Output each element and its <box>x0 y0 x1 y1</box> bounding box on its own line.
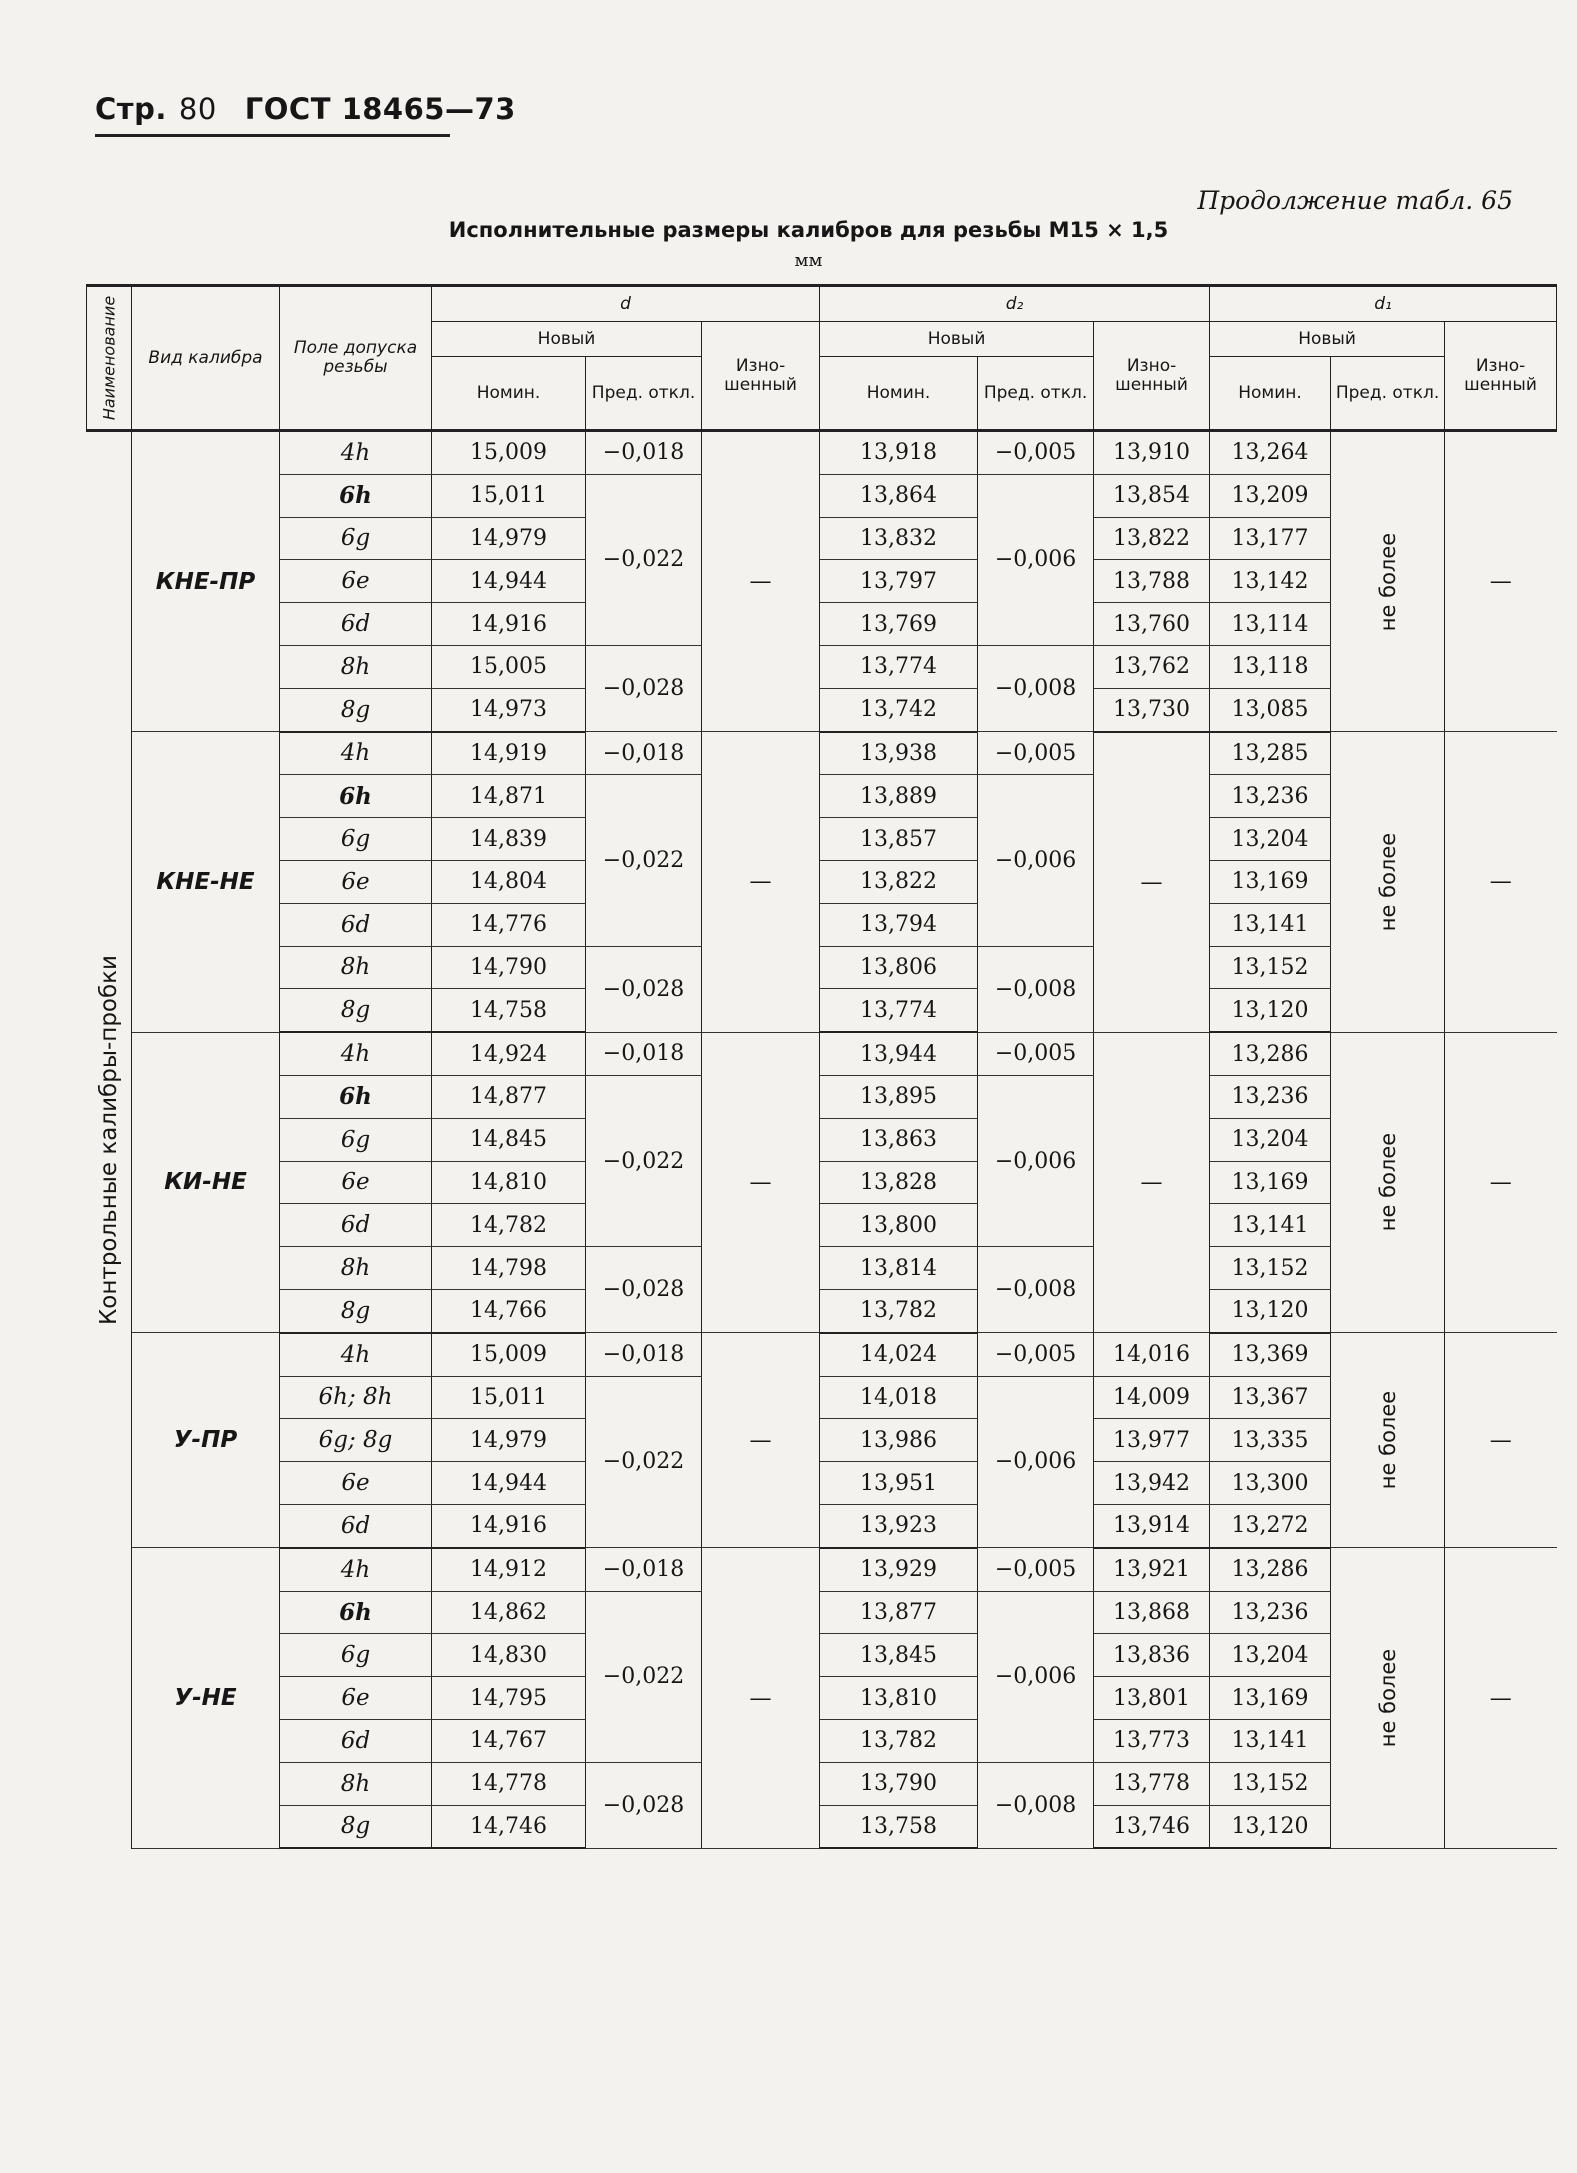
header-d1-deviation: Пред. откл. <box>1331 357 1445 431</box>
d2-worn: 13,854 <box>1094 474 1210 517</box>
gauge-type: У-ПР <box>132 1333 280 1548</box>
d1-nominal: 13,152 <box>1210 1762 1331 1805</box>
d1-deviation <box>1331 732 1445 1033</box>
d-nominal: 14,746 <box>432 1805 586 1848</box>
header-d-nominal: Номин. <box>432 357 586 431</box>
d-nominal: 15,011 <box>432 474 586 517</box>
d-deviation: −0,022 <box>586 1591 702 1762</box>
gauge-type: КИ-НЕ <box>132 1032 280 1333</box>
tolerance-field: 6h <box>280 1591 432 1634</box>
d2-deviation: −0,005 <box>978 1333 1094 1376</box>
header-d1-new: Новый <box>1210 322 1445 357</box>
tolerance-field: 6g; 8g <box>280 1419 432 1462</box>
header-d2-new: Новый <box>820 322 1094 357</box>
table-row <box>87 1333 1557 1376</box>
d1-deviation <box>1331 1032 1445 1333</box>
tolerance-field: 6h; 8h <box>280 1376 432 1419</box>
d-deviation: −0,018 <box>586 1032 702 1075</box>
d2-nominal: 13,832 <box>820 517 978 560</box>
d2-nominal: 13,938 <box>820 732 978 775</box>
standard-number: ГОСТ 18465—73 <box>244 92 516 126</box>
d2-worn: 13,910 <box>1094 431 1210 475</box>
d-deviation: −0,028 <box>586 1762 702 1848</box>
tolerance-field: 6h <box>280 1075 432 1118</box>
d2-nominal: 13,828 <box>820 1161 978 1204</box>
d2-nominal: 13,986 <box>820 1419 978 1462</box>
d-deviation: −0,018 <box>586 732 702 775</box>
d2-nominal: 13,790 <box>820 1762 978 1805</box>
tolerance-field: 6e <box>280 1462 432 1505</box>
table-row <box>87 431 1557 475</box>
d-nominal: 14,766 <box>432 1289 586 1332</box>
table-row <box>87 1548 1557 1591</box>
d1-nominal: 13,141 <box>1210 1204 1331 1247</box>
d-worn: — <box>702 431 820 732</box>
page-header <box>95 92 516 126</box>
tolerance-field: 4h <box>280 732 432 775</box>
d2-worn: 13,746 <box>1094 1805 1210 1848</box>
d-nominal: 14,916 <box>432 1504 586 1547</box>
tolerance-field: 6g <box>280 517 432 560</box>
d1-nominal: 13,085 <box>1210 688 1331 731</box>
tolerance-field: 8h <box>280 645 432 688</box>
d-nominal: 14,790 <box>432 946 586 989</box>
d1-nominal: 13,120 <box>1210 989 1331 1032</box>
tolerance-field: 8g <box>280 1289 432 1332</box>
d-nominal: 15,005 <box>432 645 586 688</box>
d2-worn: 13,773 <box>1094 1719 1210 1762</box>
d2-nominal: 13,877 <box>820 1591 978 1634</box>
tolerance-field: 4h <box>280 1333 432 1376</box>
d2-worn: 13,788 <box>1094 560 1210 603</box>
d2-nominal: 13,822 <box>820 860 978 903</box>
d2-nominal: 13,742 <box>820 688 978 731</box>
d1-nominal: 13,204 <box>1210 1118 1331 1161</box>
table-title: Исполнительные размеры калибров для резьбы М15 × 1,5 <box>448 218 1169 242</box>
not-more-label: не более <box>1375 832 1400 932</box>
gauge-type: КНЕ-ПР <box>132 431 280 732</box>
d2-nominal: 13,774 <box>820 645 978 688</box>
d-deviation: −0,022 <box>586 775 702 946</box>
d-nominal: 14,839 <box>432 818 586 861</box>
d2-worn: 13,730 <box>1094 688 1210 731</box>
tolerance-field: 4h <box>280 1548 432 1591</box>
tolerance-field: 6g <box>280 1118 432 1161</box>
d-nominal: 14,973 <box>432 688 586 731</box>
d-nominal: 14,845 <box>432 1118 586 1161</box>
d-worn: — <box>702 1333 820 1548</box>
d1-worn: — <box>1445 431 1557 732</box>
d2-nominal: 13,814 <box>820 1247 978 1290</box>
d-nominal: 14,944 <box>432 1462 586 1505</box>
d1-nominal: 13,236 <box>1210 775 1331 818</box>
d2-deviation: −0,006 <box>978 775 1094 946</box>
d-nominal: 14,871 <box>432 775 586 818</box>
d1-nominal: 13,114 <box>1210 603 1331 646</box>
d-nominal: 15,009 <box>432 1333 586 1376</box>
d-deviation: −0,018 <box>586 1333 702 1376</box>
page-number: 80 <box>178 92 217 126</box>
d2-deviation: −0,006 <box>978 1075 1094 1246</box>
d1-nominal: 13,204 <box>1210 1634 1331 1677</box>
d2-deviation: −0,006 <box>978 1591 1094 1762</box>
d-nominal: 14,912 <box>432 1548 586 1591</box>
d-nominal: 14,778 <box>432 1762 586 1805</box>
d2-nominal: 13,857 <box>820 818 978 861</box>
d-deviation: −0,028 <box>586 1247 702 1333</box>
header-d2-deviation: Пред. откл. <box>978 357 1094 431</box>
d2-nominal: 13,863 <box>820 1118 978 1161</box>
tolerance-field: 6g <box>280 818 432 861</box>
d-worn: — <box>702 1032 820 1333</box>
tolerance-field: 6h <box>280 775 432 818</box>
d1-deviation <box>1331 1548 1445 1849</box>
d2-deviation: −0,008 <box>978 1762 1094 1848</box>
d2-nominal: 13,864 <box>820 474 978 517</box>
d2-deviation: −0,008 <box>978 946 1094 1032</box>
d1-nominal: 13,285 <box>1210 732 1331 775</box>
d-nominal: 14,877 <box>432 1075 586 1118</box>
header-d: d <box>432 286 820 322</box>
d2-nominal: 13,806 <box>820 946 978 989</box>
tolerance-field: 6e <box>280 560 432 603</box>
header-d-worn: Изно-шенный <box>702 322 820 431</box>
d2-deviation: −0,008 <box>978 1247 1094 1333</box>
d-worn: — <box>702 732 820 1033</box>
d-nominal: 14,979 <box>432 1419 586 1462</box>
d-deviation: −0,022 <box>586 1075 702 1246</box>
table-row <box>87 1032 1557 1075</box>
d2-nominal: 13,895 <box>820 1075 978 1118</box>
d1-nominal: 13,204 <box>1210 818 1331 861</box>
d-deviation: −0,022 <box>586 474 702 645</box>
d1-worn: — <box>1445 1032 1557 1333</box>
d2-nominal: 13,944 <box>820 1032 978 1075</box>
d-nominal: 14,782 <box>432 1204 586 1247</box>
d-nominal: 14,767 <box>432 1719 586 1762</box>
gauge-type: КНЕ-НЕ <box>132 732 280 1033</box>
d2-worn: 14,009 <box>1094 1376 1210 1419</box>
d2-nominal: 13,845 <box>820 1634 978 1677</box>
d2-nominal: 13,810 <box>820 1677 978 1720</box>
d2-worn: 13,801 <box>1094 1677 1210 1720</box>
tolerance-field: 6e <box>280 1677 432 1720</box>
d1-nominal: 13,142 <box>1210 560 1331 603</box>
d2-deviation: −0,006 <box>978 1376 1094 1548</box>
tolerance-field: 6g <box>280 1634 432 1677</box>
d2-deviation: −0,005 <box>978 1548 1094 1591</box>
d-nominal: 14,862 <box>432 1591 586 1634</box>
table-unit: мм <box>794 250 823 271</box>
d-nominal: 14,919 <box>432 732 586 775</box>
d-nominal: 14,810 <box>432 1161 586 1204</box>
tolerance-field: 8h <box>280 1247 432 1290</box>
not-more-label: не более <box>1375 1391 1400 1490</box>
table-continuation: Продолжение табл. 65 <box>1197 186 1513 215</box>
d1-nominal: 13,272 <box>1210 1504 1331 1547</box>
d-nominal: 14,776 <box>432 903 586 946</box>
d1-nominal: 13,120 <box>1210 1805 1331 1848</box>
d1-nominal: 13,141 <box>1210 1719 1331 1762</box>
d-worn: — <box>702 1548 820 1849</box>
tolerance-field: 8h <box>280 1762 432 1805</box>
d1-nominal: 13,286 <box>1210 1548 1331 1591</box>
d2-worn: 13,836 <box>1094 1634 1210 1677</box>
header-tolerance-field: Поле допуска резьбы <box>280 286 432 431</box>
d-deviation: −0,018 <box>586 431 702 475</box>
d-nominal: 14,795 <box>432 1677 586 1720</box>
d2-worn: 13,914 <box>1094 1504 1210 1547</box>
d2-nominal: 13,918 <box>820 431 978 475</box>
d2-worn: 13,977 <box>1094 1419 1210 1462</box>
d1-nominal: 13,369 <box>1210 1333 1331 1376</box>
tolerance-field: 4h <box>280 431 432 475</box>
d1-nominal: 13,264 <box>1210 431 1331 475</box>
header-d2: d₂ <box>820 286 1210 322</box>
d2-nominal: 13,782 <box>820 1719 978 1762</box>
d2-worn: 13,868 <box>1094 1591 1210 1634</box>
d1-worn: — <box>1445 1548 1557 1849</box>
d2-deviation: −0,006 <box>978 474 1094 645</box>
tolerance-field: 6d <box>280 1719 432 1762</box>
header-d2-nominal: Номин. <box>820 357 978 431</box>
d2-nominal: 13,800 <box>820 1204 978 1247</box>
d2-nominal: 13,758 <box>820 1805 978 1848</box>
tolerance-field: 6d <box>280 1204 432 1247</box>
d1-nominal: 13,152 <box>1210 1247 1331 1290</box>
d2-deviation: −0,008 <box>978 645 1094 731</box>
d1-worn: — <box>1445 1333 1557 1548</box>
header-d1-worn: Изно-шенный <box>1445 322 1557 431</box>
d2-worn: 14,016 <box>1094 1333 1210 1376</box>
gauge-dimensions-table <box>86 284 1557 1849</box>
d2-nominal: 13,794 <box>820 903 978 946</box>
tolerance-field: 8g <box>280 989 432 1032</box>
header-d2-worn: Изно-шенный <box>1094 322 1210 431</box>
d-deviation: −0,018 <box>586 1548 702 1591</box>
header-name: Наименование <box>87 286 132 431</box>
header-gauge-type: Вид калибра <box>132 286 280 431</box>
d1-deviation <box>1331 431 1445 732</box>
d-deviation: −0,028 <box>586 645 702 731</box>
tolerance-field: 6d <box>280 903 432 946</box>
d-nominal: 14,916 <box>432 603 586 646</box>
d-nominal: 14,798 <box>432 1247 586 1290</box>
tolerance-field: 4h <box>280 1032 432 1075</box>
header-rule <box>95 134 450 137</box>
header-d-new: Новый <box>432 322 702 357</box>
table-body <box>87 431 1557 1849</box>
d2-worn: 13,760 <box>1094 603 1210 646</box>
d2-nominal: 13,929 <box>820 1548 978 1591</box>
d2-nominal: 14,024 <box>820 1333 978 1376</box>
d2-worn: — <box>1094 732 1210 1033</box>
d1-nominal: 13,335 <box>1210 1419 1331 1462</box>
tolerance-field: 8g <box>280 1805 432 1848</box>
d-nominal: 14,830 <box>432 1634 586 1677</box>
d2-nominal: 13,774 <box>820 989 978 1032</box>
d-deviation: −0,022 <box>586 1376 702 1548</box>
header-d1-nominal: Номин. <box>1210 357 1331 431</box>
tolerance-field: 6h <box>280 474 432 517</box>
d-nominal: 14,944 <box>432 560 586 603</box>
d2-worn: — <box>1094 1032 1210 1333</box>
d-nominal: 14,804 <box>432 860 586 903</box>
header-d-deviation: Пред. откл. <box>586 357 702 431</box>
d2-deviation: −0,005 <box>978 732 1094 775</box>
d1-nominal: 13,169 <box>1210 1161 1331 1204</box>
d1-nominal: 13,209 <box>1210 474 1331 517</box>
d2-nominal: 13,797 <box>820 560 978 603</box>
d2-worn: 13,921 <box>1094 1548 1210 1591</box>
d2-nominal: 14,018 <box>820 1376 978 1419</box>
tolerance-field: 6e <box>280 1161 432 1204</box>
d2-deviation: −0,005 <box>978 431 1094 475</box>
side-label: Контрольные калибры-пробки <box>95 955 122 1326</box>
d1-nominal: 13,300 <box>1210 1462 1331 1505</box>
tolerance-field: 6d <box>280 603 432 646</box>
d1-nominal: 13,236 <box>1210 1075 1331 1118</box>
d2-nominal: 13,782 <box>820 1289 978 1332</box>
d1-nominal: 13,177 <box>1210 517 1331 560</box>
table-row <box>87 732 1557 775</box>
d1-nominal: 13,120 <box>1210 1289 1331 1332</box>
d2-worn: 13,778 <box>1094 1762 1210 1805</box>
d2-nominal: 13,951 <box>820 1462 978 1505</box>
d-deviation: −0,028 <box>586 946 702 1032</box>
d1-nominal: 13,118 <box>1210 645 1331 688</box>
not-more-label: не более <box>1375 1648 1400 1748</box>
d-nominal: 14,979 <box>432 517 586 560</box>
tolerance-field: 8h <box>280 946 432 989</box>
tolerance-field: 6d <box>280 1504 432 1547</box>
d1-worn: — <box>1445 732 1557 1033</box>
gauge-type: У-НЕ <box>132 1548 280 1849</box>
d-nominal: 14,924 <box>432 1032 586 1075</box>
d1-nominal: 13,236 <box>1210 1591 1331 1634</box>
d1-nominal: 13,169 <box>1210 860 1331 903</box>
d2-nominal: 13,769 <box>820 603 978 646</box>
d1-nominal: 13,367 <box>1210 1376 1331 1419</box>
d-nominal: 15,011 <box>432 1376 586 1419</box>
d2-deviation: −0,005 <box>978 1032 1094 1075</box>
side-label-cell <box>87 431 132 1849</box>
not-more-label: не более <box>1375 532 1400 631</box>
d1-nominal: 13,152 <box>1210 946 1331 989</box>
d2-worn: 13,942 <box>1094 1462 1210 1505</box>
d1-nominal: 13,286 <box>1210 1032 1331 1075</box>
d1-nominal: 13,169 <box>1210 1677 1331 1720</box>
not-more-label: не более <box>1375 1133 1400 1232</box>
d-nominal: 14,758 <box>432 989 586 1032</box>
d2-worn: 13,762 <box>1094 645 1210 688</box>
tolerance-field: 6e <box>280 860 432 903</box>
d2-worn: 13,822 <box>1094 517 1210 560</box>
header-d1: d₁ <box>1210 286 1557 322</box>
d2-nominal: 13,889 <box>820 775 978 818</box>
d1-nominal: 13,141 <box>1210 903 1331 946</box>
page-label: Стр. <box>95 92 167 126</box>
d-nominal: 15,009 <box>432 431 586 475</box>
tolerance-field: 8g <box>280 688 432 731</box>
d1-deviation <box>1331 1333 1445 1548</box>
d2-nominal: 13,923 <box>820 1504 978 1547</box>
